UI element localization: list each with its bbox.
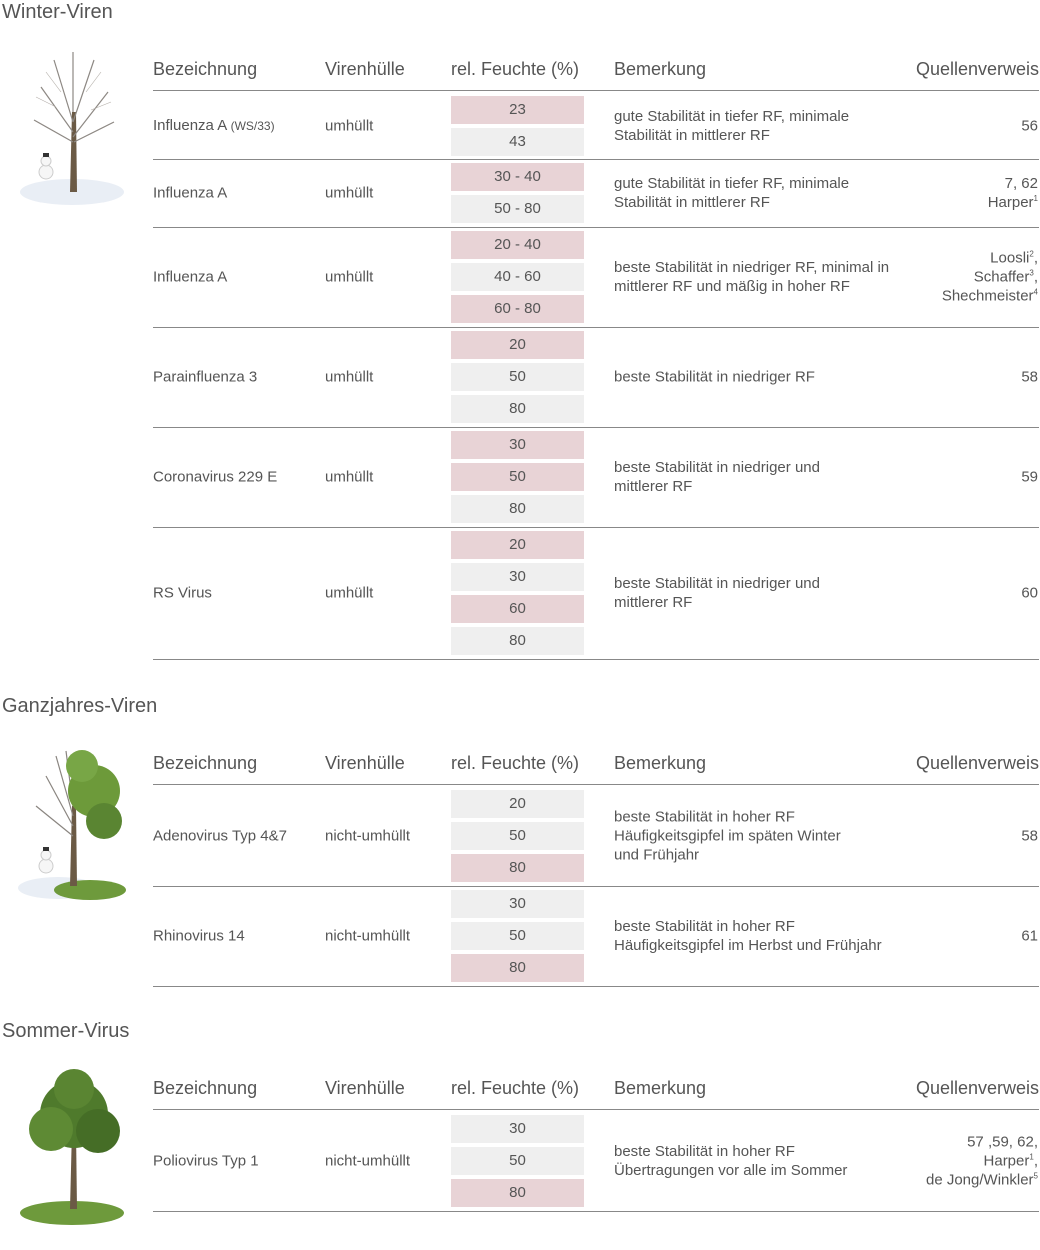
source-line [1021, 584, 1038, 603]
source-text: Harper [987, 194, 1034, 211]
source-separator: , [1033, 268, 1038, 286]
humidity-value: 50 [451, 363, 584, 391]
remark-line: Stabilität in mittlerer RF [614, 194, 770, 211]
source-text: 58 [1021, 368, 1038, 386]
footnote-marker: 3 [1029, 268, 1034, 278]
virus-name [153, 468, 277, 487]
table-row [153, 886, 1039, 987]
source-line [1021, 827, 1038, 846]
humidity-value: 50 [451, 1147, 584, 1175]
virus-name-text: Coronavirus 229 E [153, 468, 278, 486]
section-all-year [0, 694, 1040, 988]
virus-name [153, 184, 227, 203]
virus-name-text: Adenovirus Typ 4&7 [153, 827, 287, 845]
humidity-value: 50 [451, 922, 584, 950]
header-remark: Bemerkung [614, 753, 707, 773]
humidity-value: 50 - 80 [451, 195, 584, 223]
remark-line: beste Stabilität in niedriger und [614, 575, 820, 592]
humidity-value: 80 [451, 395, 584, 423]
humidity-value: 30 [451, 563, 584, 591]
humidity-value: 30 [451, 1115, 584, 1143]
remark-line: Häufigkeitsgipfel im späten Winter [614, 827, 841, 845]
humidity-value: 23 [451, 96, 584, 124]
green-summer-tree-icon [16, 1059, 128, 1229]
table-row [153, 1111, 1039, 1212]
source-separator: , [1033, 249, 1038, 267]
source-text: 57 ,59, 62, [967, 1133, 1038, 1151]
virus-envelope: umhüllt [325, 468, 374, 486]
bare-winter-tree-with-snowman-icon [16, 42, 128, 212]
header-source: Quellenverweis [915, 1078, 1039, 1098]
humidity-value: 80 [451, 954, 584, 982]
source-text: de Jong/Winkler [925, 1171, 1034, 1189]
virus-name-text: Influenza A [153, 184, 228, 202]
remark [614, 574, 914, 612]
footnote-marker: 5 [1033, 1171, 1038, 1181]
source-line [1021, 116, 1038, 135]
humidity-value: 30 - 40 [451, 163, 584, 191]
virus-envelope: nicht-umhüllt [325, 827, 411, 845]
table-header [153, 744, 1039, 785]
section-title: Ganzjahres-Viren [2, 695, 158, 717]
humidity-value: 80 [451, 1179, 584, 1207]
source-line [988, 174, 1038, 193]
source-text: 58 [1021, 827, 1038, 845]
source-reference [1021, 116, 1038, 135]
virus-envelope: umhüllt [325, 117, 374, 134]
source-reference [1021, 584, 1038, 603]
virus-name-text: Parainfluenza 3 [153, 368, 258, 386]
header-source: Quellenverweis [915, 753, 1039, 773]
remark [614, 107, 914, 145]
remark [614, 808, 914, 865]
table-row [153, 159, 1039, 228]
remark-line: beste Stabilität in hoher RF [614, 808, 795, 826]
header-name: Bezeichnung [153, 1078, 258, 1098]
source-separator: , [1033, 1152, 1038, 1170]
virus-envelope: umhüllt [325, 368, 374, 386]
footnote-marker: 1 [1029, 1152, 1034, 1162]
remark-line: beste Stabilität in niedriger RF [614, 368, 815, 386]
header-remark: Bemerkung [614, 59, 707, 79]
source-line [942, 249, 1038, 268]
header-name: Bezeichnung [153, 753, 258, 773]
remark [614, 458, 914, 496]
virus-name-text: Influenza A [153, 268, 228, 286]
humidity-value: 80 [451, 627, 584, 655]
source-reference [1021, 468, 1038, 487]
virus-name [153, 584, 212, 603]
humidity-value: 60 [451, 595, 584, 623]
source-text: 60 [1021, 584, 1038, 602]
table-row [153, 327, 1039, 428]
humidity-value: 50 [451, 822, 584, 850]
humidity-value: 30 [451, 890, 584, 918]
source-line [988, 193, 1038, 212]
section-title: Winter-Viren [2, 1, 113, 23]
virus-name [153, 116, 275, 136]
source-text: Loosli [990, 249, 1030, 267]
remark [614, 174, 914, 212]
remark-line: beste Stabilität in hoher RF [614, 918, 795, 935]
source-text: 7, 62 [1004, 175, 1038, 192]
virus-envelope: umhüllt [325, 268, 374, 286]
virus-name-text: Poliovirus Typ 1 [153, 1152, 259, 1170]
table-row [153, 527, 1039, 660]
header-envelope: Virenhülle [325, 753, 405, 773]
remark-line: und Frühjahr [614, 846, 700, 864]
virus-name-text: Rhinovirus 14 [153, 927, 245, 945]
source-line [942, 287, 1038, 306]
humidity-value: 20 - 40 [451, 231, 584, 259]
header-envelope: Virenhülle [325, 1078, 405, 1098]
virus-name-text: RS Virus [153, 584, 212, 602]
section-title: Sommer-Virus [2, 1020, 130, 1042]
remark-line: mittlerer RF [614, 478, 693, 495]
humidity-value: 40 - 60 [451, 263, 584, 291]
source-reference [1021, 827, 1038, 846]
source-reference [942, 249, 1038, 306]
remark-line: Übertragungen vor alle im Sommer [614, 1162, 848, 1179]
header-humidity: rel. Feuchte (%) [451, 59, 580, 79]
section-summer [0, 1019, 1040, 1213]
virus-name-text: Influenza A [153, 116, 227, 134]
source-reference [926, 1133, 1038, 1190]
table-row [153, 227, 1039, 328]
virus-name [153, 368, 257, 387]
remark [614, 368, 914, 387]
remark-line: mittlerer RF und mäßig in hoher RF [614, 278, 850, 295]
remark-line: Stabilität in mittlerer RF [614, 126, 770, 144]
remark [614, 917, 914, 955]
footnote-marker: 2 [1029, 249, 1034, 259]
source-text: 61 [1021, 927, 1038, 945]
header-remark: Bemerkung [614, 1078, 707, 1098]
header-source: Quellenverweis [915, 59, 1039, 79]
table-header [153, 50, 1039, 91]
table-row [153, 786, 1039, 887]
source-text: 56 [1021, 117, 1038, 134]
remark-line: gute Stabilität in tiefer RF, minimale [614, 107, 850, 125]
source-text: Harper [983, 1152, 1030, 1170]
source-text: Schaffer [973, 268, 1030, 286]
source-line [1021, 927, 1038, 946]
half-bare-half-green-tree-with-snowman-icon [16, 736, 128, 906]
source-line [926, 1133, 1038, 1152]
virus-envelope: umhüllt [325, 184, 374, 202]
remark-line: beste Stabilität in niedriger RF, minimal in [614, 259, 890, 276]
humidity-value: 80 [451, 495, 584, 523]
humidity-value: 60 - 80 [451, 295, 584, 323]
virus-name [153, 827, 287, 846]
humidity-value: 20 [451, 531, 584, 559]
source-reference [988, 174, 1038, 212]
table-header [153, 1069, 1039, 1110]
remark [614, 1142, 914, 1180]
remark-line: beste Stabilität in hoher RF [614, 1143, 795, 1160]
virus-name-note: (WS/33) [230, 118, 275, 133]
source-line [942, 268, 1038, 287]
source-reference [1021, 927, 1038, 946]
humidity-value: 80 [451, 854, 584, 882]
footnote-marker: 4 [1033, 287, 1038, 297]
remark-line: mittlerer RF [614, 594, 693, 611]
humidity-value: 43 [451, 128, 584, 156]
humidity-value: 30 [451, 431, 584, 459]
remark-line: beste Stabilität in niedriger und [614, 459, 820, 476]
source-line [926, 1171, 1038, 1190]
header-humidity: rel. Feuchte (%) [451, 753, 580, 773]
source-line [1021, 468, 1038, 487]
virus-envelope: nicht-umhüllt [325, 1152, 411, 1170]
humidity-value: 20 [451, 331, 584, 359]
source-line [1021, 368, 1038, 387]
virus-name [153, 927, 245, 946]
source-reference [1021, 368, 1038, 387]
header-envelope: Virenhülle [325, 59, 405, 79]
source-text: 59 [1021, 468, 1038, 486]
humidity-value: 20 [451, 790, 584, 818]
source-line [926, 1152, 1038, 1171]
remark [614, 258, 914, 296]
virus-envelope: nicht-umhüllt [325, 927, 411, 945]
source-text: Shechmeister [941, 287, 1034, 305]
remark-line: Häufigkeitsgipfel im Herbst und Frühjahr [614, 937, 882, 954]
virus-envelope: umhüllt [325, 584, 374, 602]
table-row [153, 427, 1039, 528]
footnote-marker: 1 [1033, 194, 1038, 203]
remark-line: gute Stabilität in tiefer RF, minimale [614, 175, 850, 192]
humidity-value: 50 [451, 463, 584, 491]
table-row [153, 92, 1039, 160]
virus-name [153, 1152, 259, 1171]
virus-name [153, 268, 227, 287]
header-humidity: rel. Feuchte (%) [451, 1078, 580, 1098]
header-name: Bezeichnung [153, 59, 258, 79]
